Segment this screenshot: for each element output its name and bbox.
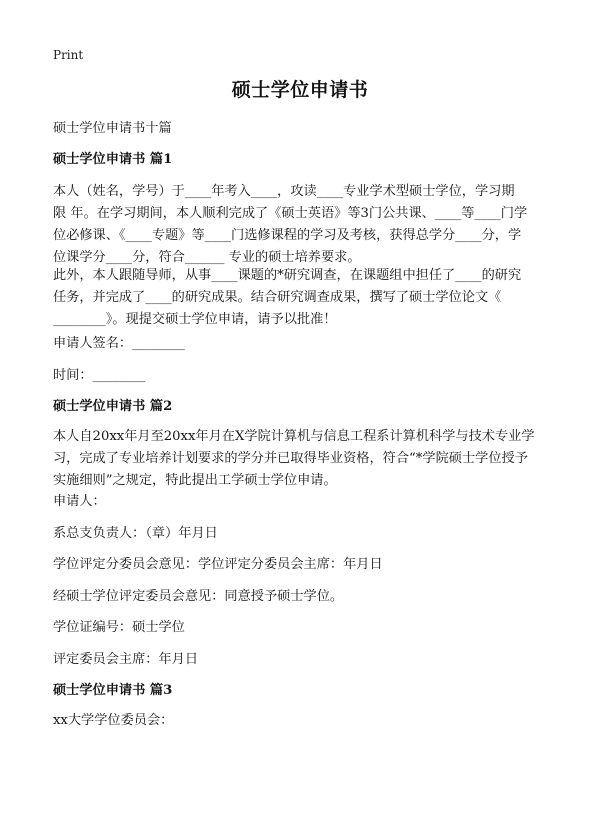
section1-paragraph1 (53, 181, 553, 269)
section1-p2-line1: 此外，本人跟随导师，从事____课题的*研究调查，在课题组中担任了____的研究 (53, 268, 522, 283)
section1-p2-line3: ________》。现提交硕士学位申请，请予以批准！ (53, 312, 337, 327)
applicant-line: 申请人： (53, 494, 106, 509)
approval-line: 经硕士学位评定委员会意见：同意授予硕士学位。 (53, 589, 344, 604)
time-line: 时间：________ (53, 368, 146, 383)
section3-heading: 硕士学位申请书 篇3 (53, 683, 173, 698)
signature-line: 申请人签名：________ (53, 336, 185, 351)
section1-paragraph2 (53, 265, 553, 331)
section1-p1-line2: 限 年。在学习期间，本人顺利完成了《硕士英语》等3门公共课、____等____门学 (53, 206, 528, 221)
section1-heading: 硕士学位申请书 篇1 (53, 152, 173, 167)
section2-heading: 硕士学位申请书 篇2 (53, 399, 173, 414)
section2-p1-line1: 本人自20xx年月至20xx年月在X学院计算机与信息工程系计算机科学与技术专业学 (53, 429, 535, 444)
chair-line: 评定委员会主席：年月日 (53, 652, 199, 667)
section1-p2-line2: 任务，并完成了____的研究成果。结合研究调查成果，撰写了硕士学位论文《 (53, 290, 502, 305)
print-label: Print (53, 48, 84, 62)
section2-p1-line3: 实施细则”之规定，特此提出工学硕士学位申请。 (53, 473, 337, 488)
section1-p1-line3: 位必修课、《____专题》等____门选修课程的学习及考核，获得总学分____分，学 (53, 228, 522, 243)
department-line: 系总支负责人：（章）年月日 (53, 526, 218, 541)
section2-paragraph1 (53, 426, 553, 492)
section2-p1-line2: 习，完成了专业培养计划要求的学分并已取得毕业资格，符合“*学院硕士学位授予 (53, 451, 528, 466)
section1-p1-line1: 本人（姓名，学号）于____年考入____，攻读____专业学术型硕士学位，学习期 (53, 184, 515, 199)
certificate-line: 学位证编号：硕士学位 (53, 620, 185, 635)
document-title: 硕士学位申请书 (231, 79, 369, 101)
section1-p1-line4: 位课学分____分，符合______ 专业的硕士培养要求。 (53, 250, 361, 265)
document-subtitle: 硕士学位申请书十篇 (53, 121, 172, 136)
section3-greeting: xx大学学位委员会： (53, 713, 174, 728)
committee-opinion-line: 学位评定分委员会意见：学位评定分委员会主席：年月日 (53, 557, 383, 572)
